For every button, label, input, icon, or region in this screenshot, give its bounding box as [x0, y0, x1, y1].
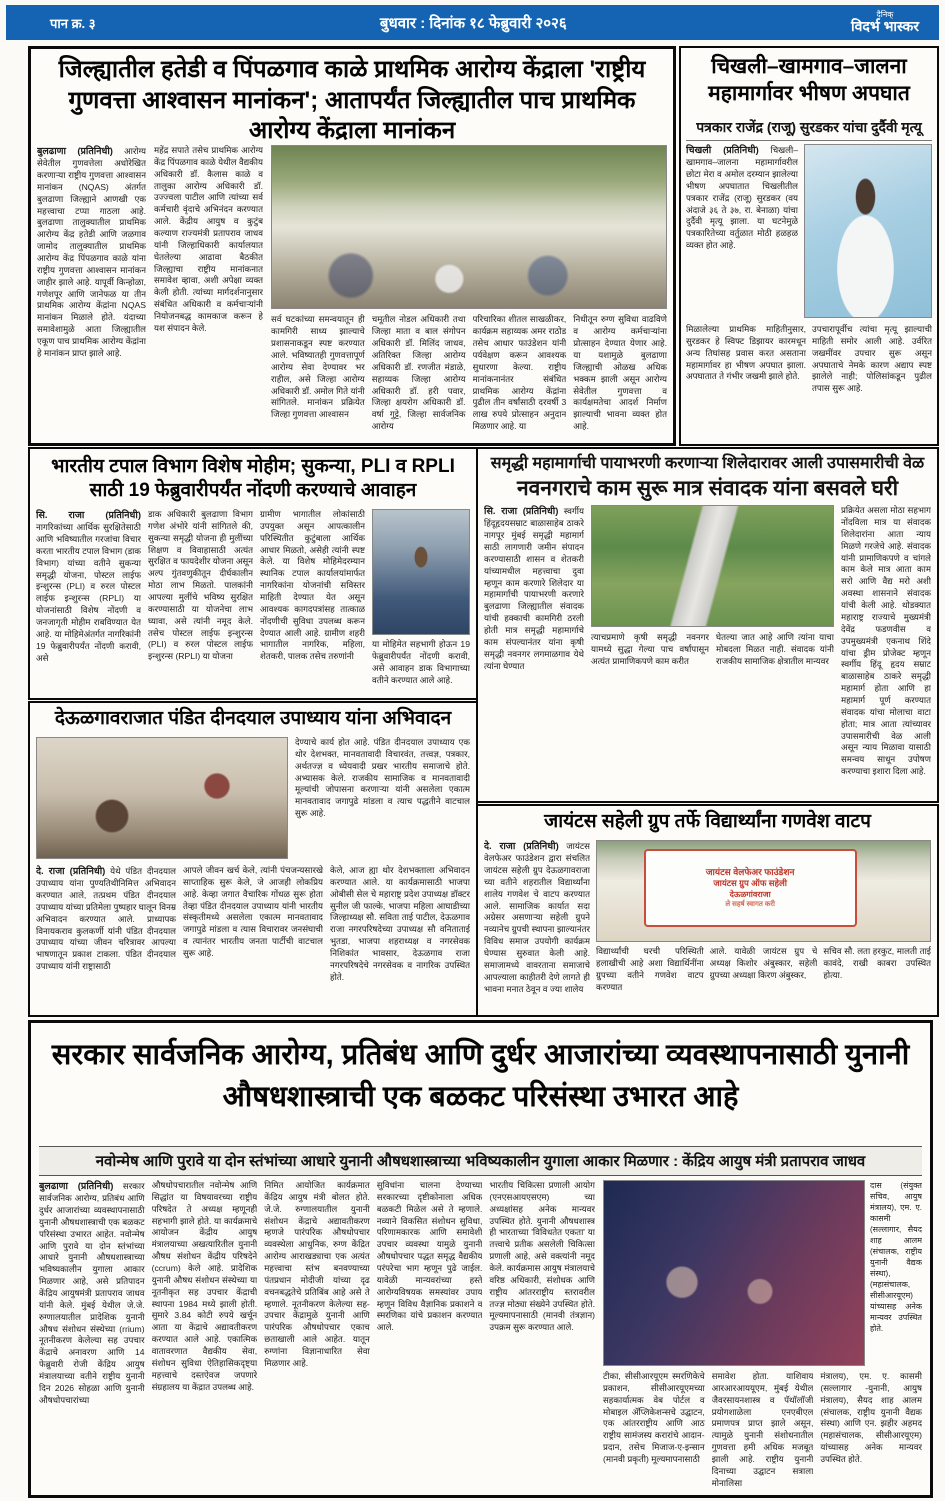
article-headline: भारतीय टपाल विभाग विशेष मोहीम; सुकन्या, PLI व RPLI साठी 19 फेब्रुवारीपर्यंत नोंदणी करण्याचे आवाहन [51, 456, 455, 502]
article-headline: जायंटस सहेली ग्रुप तर्फे विद्यार्थ्यांना गणवेश वाटप [544, 811, 871, 832]
article-headline: चिखली–खामगाव–जालना महामार्गावर भीषण अपघात [708, 55, 910, 105]
article-column: मंत्रालय), एम. ए. कासमी (सल्लागार -युनानी, आयुष मंत्रालय), सैयद शाह आलम (संचालक, राष्ट्रीय युनानी वैद्यक संस्था) आणि एन. झहीर अहमद (महासंचालक, सीसीआरयूएम) यांच्यासह अनेक मान्यवर उपस्थित होते. [820, 1371, 923, 1465]
event-banner [644, 849, 857, 927]
banner-line: देऊळगांवराजा [729, 889, 771, 899]
article-postal-campaign [28, 447, 478, 700]
banner-line: ले सहर्ष स्वागत करी [725, 901, 775, 909]
photo-dindayal-tribute-meeting [36, 737, 288, 859]
byline: सि. राजा (प्रतिनिधी) [36, 510, 141, 521]
masthead-daily-label: दैनिक् [876, 9, 894, 19]
article-headline: देऊळगावराजात पंडित दीनदयाल उपाध्याय यांना अभिवादन [54, 708, 452, 729]
article-unani-ayush [28, 1020, 933, 1498]
byline: सि. राजा (प्रतिनिधी) [484, 506, 559, 518]
article-column: निमित आयोजित कार्यक्रमात केंद्रिय आयुष मंत्री बोलत होते. जे.जे. रुग्णालयातील युनानी संशोधन केंद्राचे अद्यावतीकरण म्हणजे पारंपरिक औषधोपचार व्यवस्थेला आधुनिक, रुग्ण केंद्रित आरोग्य आराखड्याचा एक अत्यंत महत्त्वाचा स्तंभ बनवण्याच्या पंतप्रधान मोदीजी यांच्या दृढ वचनबद्धतेचे प्रतिबिंब आहे असे ते म्हणाले. नूतनीकरण केलेल्या सह-उपचार केंद्रामुळे युनानी आणि पारंपरिक औषधोपचार एकाच छताखाली आले आहेत. यातून रुग्णांना विज्ञानाधारित सेवा मिळणार आहे. [264, 1180, 370, 1368]
article-highway-accident [679, 46, 939, 446]
article-column: दे. राजा (प्रतिनिधी) जायंटस वेलफेअर फाउंडेशन द्वारा संचलित जायंटस सहेली ग्रुप देऊळगावराजा च्या वतीने शहरातील विद्यार्थ्यांना शालेय गणवेश चे वाटप करण्यात आले. सामाजिक कार्यात सदा अग्रेसर असणाऱ्या सहेली ग्रुपने नव्यानेच ग्रुपची स्थापना झाल्यानंतर विविध समाज उपयोगी कार्यक्रम घेण्यास सुरुवात केली आहे. समाजामध्ये वावरताना समाजाचे आपल्याला काहीतरी देणे लागते ही भावना मनात ठेवून व ज्या शालेय [484, 841, 590, 994]
article-column: चिखली (प्रतिनिधी) चिखली–खामगाव–जालना महामार्गावरील छोटा मेरा व अमोल दरम्यान झालेल्या भीषण अपघातात चिखलीतील पत्रकार राजेंद्र (राजू) सुरडकर (वय अंदाजे ३६ ते ३७, रा. बेनाळा) यांचा दुर्दैवी मृत्यू झाला. या घटनेमुळे पत्रकारितेच्या वर्तुळात मोठी हळहळ व्यक्त होत आहे. [686, 145, 798, 251]
masthead [851, 11, 925, 34]
photo-ayush-event-stage [603, 1180, 865, 1366]
article-column: दे. राजा (प्रतिनिधी) येथे पंडित दीनदयाल उपाध्याय यांना पुण्यतिथीनिमित्त अभिवादन करण्यात आले, तत्प्रथम पंडित दीनदयाल उपाध्याय यांच्या प्रतिमेला पुष्पहार घालून विनम्र अभिवादन करण्यात आले. प्राध्यापक विनायकराव कुलकर्णी यांनी पंडित दीनदयाल उपाध्याय यांच्या जीवन चरित्रावर आपल्या भाषणातून प्रकाश टाकला. पंडित दीनदयाल उपाध्याय यांनी राष्ट्रासाठी [36, 866, 176, 972]
article-column: औषधोपचारातील नवोन्मेष आणि सिद्धांत या विषयावरच्या राष्ट्रीय परिषदेत ते अध्यक्ष म्हणूनही सहभागी झाले होते. या कार्यक्रमाचे आयोजन केंद्रीय आयुष मंत्रालयाच्या अखत्यारितील युनानी औषध संशोधन केंद्रीय परिषदेने (ccrum) केले आहे. प्रादेशिक युनानी औषध संशोधन संस्थेच्या या नूतनीकृत सह उपचार केंद्राची स्थापना 1984 मध्ये झाली होती. सुमारे 3.84 कोटी रुपये खर्चून आता या केंद्राचे अद्यावतीकरण करण्यात आले आहे. एकात्मिक वातावरणात वैद्यकीय सेवा, संशोधन सुविधा ऐतिहासिकदृष्ट्या महत्त्वाचे दस्तऐवज जपणारे संग्रहालय या केंद्रात उपलब्ध आहे. [151, 1180, 258, 1392]
photo-samruddhi-expressway-aerial [591, 505, 834, 627]
article-column: घेतल्या जात आहे आणि त्यांना याचा मोबदला मिळत नाही. संवादक यांनी राजकीय सामाजिक क्षेत्रातील मान्यवर [716, 632, 834, 666]
article-column: सुविधांना चालना देण्याच्या सरकारच्या दृष्टीकोनाला अधिक बळकटी मिळेल असे ते म्हणाले. नव्याने विकसित संशोधन सुविधा, परिणामकारक आणि समावेशी उपचार व्यवस्था यामुळे युनानी औषधोपचार पद्धत समृद्ध वैद्यकीय परंपरेचा भाग म्हणून पुढे जाईल. यावेळी मान्यवरांच्या हस्ते आरोग्यविषयक समस्यांवर उपाय म्हणून विविध वैज्ञानिक प्रकाशने व स्मरणिका यांचे प्रकाशन करण्यात आले. [376, 1180, 483, 1333]
article-column: बुलढाणा (प्रतिनिधी) सरकार सार्वजनिक आरोग्य, प्रतिबंध आणि दुर्धर आजारांच्या व्यवस्थापनासाठी युनानी औषधशास्त्राची एक बळकट परिसंस्था उभारत आहेत. नवोन्मेष आणि पुरावे या दोन स्तंभांच्या आधारे युनानी औषधशास्त्राच्या भविष्यकालीन युगाला आकार मिळणार आहे, असे प्रतिपादन केंद्रिय आयुषमंत्री प्रतापराव जाधव यांनी केले. मुंबई येथील जे.जे. रुग्णालयातील प्रादेशिक युनानी औषध संशोधन संस्थेच्या (rrium) नूतनीकरण केलेल्या सह उपचार केंद्राचे अनावरण आणि 14 फेब्रुवारी रोजी केंद्रिय आयुष मंत्रालयाच्या वतीने राष्ट्रीय युनानी दिन 2026 सोहळा आणि युनानी औषधोपचारांच्या [39, 1181, 145, 1405]
article-column: बुलढाणा (प्रतिनिधी) आरोग्य सेवेतील गुणवत्तेला अधोरेखित करणाऱ्या राष्ट्रीय गुणवत्ता आश्वासन मानांकन (NQAS) अंतर्गत बुलढाणा जिल्ह्याने आणखी एक महत्त्वाचा टप्पा गाठला आहे. बुलढाणा तालुक्यातील प्राथमिक आरोग्य केंद्र हतेडी आणि जळगाव जामोद तालुक्यातील प्राथमिक आरोग्य केंद्र पिंपळगाव काळे यांना राष्ट्रीय गुणवत्ता आश्वासन मानांकन जाहीर झाले आहे. यापूर्वी किन्होळा, गणेशपूर आणि जानेफळ या तीन प्राथमिक आरोग्य केंद्रांना NQAS मानांकन मिळाले होते. यंदाच्या समावेशामुळे आता जिल्ह्यातील एकूण पाच प्राथमिक आरोग्य केंद्रांना हे मानांकन प्राप्त झाले आहे. [37, 146, 146, 358]
article-subheadline: नवोन्मेष आणि पुरावे या दोन स्तंभांच्या आधारे युनानी औषधशास्त्राच्या भविष्यकालीन युगाला आकार मिळणार : केंद्रिय आयुष मंत्री प्रतापराव जाधव [39, 1146, 922, 1176]
masthead-bar [6, 5, 939, 40]
article-subheadline: पत्रकार राजेंद्र (राजू) सुरडकर यांचा दुर्दैवी मृत्यू [686, 116, 932, 141]
article-headline: जिल्ह्यातील हतेडी व पिंपळगाव काळे प्राथमिक आरोग्य केंद्राला 'राष्ट्रीय गुणवत्ता आश्वासन मानांकन'; आतापर्यंत जिल्ह्यातील पाच प्राथमिक आरोग्य केंद्राला मानांकन [58, 56, 646, 145]
article-column: देण्याचे कार्य होत आहे. पंडित दीनदयाल उपाध्याय एक थोर देशभक्त, मानवतावादी विचारवंत, तत्त्वज्ञ, पत्रकार, अर्थतज्ज्ञ व ध्येयवादी प्रखर भारतीय समाजाचे होते. अभ्यासक केले. राजकीय सामाजिक व मानवतावादी मूल्यांची जोपासना करणाऱ्या यांनी असलेला एकात्म मानवतावाद जगापुढे मांडला व त्याच पद्धतीने वाटचाल सुरू आहे. [295, 737, 470, 819]
byline: चिखली (प्रतिनिधी) [686, 145, 759, 156]
photo-postal-officer [372, 509, 470, 635]
article-dindayal-tribute [28, 701, 478, 1017]
article-column: केले, आज ह्या थोर देशभक्ताला अभिवादन करण्यात आले. या कार्यक्रमासाठी भाजपा ओबीसी सेल चे महाराष्ट्र प्रदेश उपाध्यक्ष डॉक्टर सुनील जी फाल्के, भाजपा महिला आघाडीच्या जिल्हाध्यक्ष सौ. सविता ताई पाटील, देऊळगाव राजा नगरपरिषदेच्या उपाध्यक्ष सौ वनिताताई भुतडा, भाजपा शहराध्यक्ष व नगरसेवक निशिकांत भावसार, देऊळगाव राजा नगरपरिषदेचे नगरसेवक व नागरिक उपस्थित होते. [330, 865, 470, 982]
article-column: डाक अधिकारी बुलढाणा विभाग गणेश अंभोरे यांनी सांगितले की, सुकन्या समृद्धी योजना ही मुलींच्या शिक्षण व विवाहासाठी अत्यंत सुरक्षित व फायदेशीर योजना असून अल्प गुंतवणुकीतून दीर्घकालीन मोठा लाभ मिळतो. पालकांनी आपल्या मुलींचे भविष्य सुरक्षित करण्यासाठी या योजनेचा लाभ घ्यावा, असे त्यांनी नमूद केले. तसेच पोस्टल लाईफ इन्शुरन्स (PLI) व रुरल पोस्टल लाईफ इन्शुरन्स (RPLI) या योजना [148, 509, 253, 662]
article-column: समावेश होता. याशिवाय आरआरआययूएम, मुंबई येथील जैवरसायनशास्त्र व पॅथॉलॉजी प्रयोगशाळेला एनएबीएल प्रमाणपत्र प्राप्त झाले असून, त्यामुळे युनानी संशोधनातील गुणवत्ता हमी अधिक मजबूत झाली आहे. राष्ट्रीय युनानी दिनाच्या उद्घाटन सत्राला मोनालिसा [711, 1371, 814, 1488]
article-column: त्याचप्रमाणे कृषी समृद्धी नवनगर यामध्ये सुद्धा गेल्या पाच वर्षांपासून अत्यंत प्रामाणिकपणे काम करीत [591, 632, 709, 666]
masthead-title: विदर्भ भास्कर [851, 18, 919, 35]
byline: बुलढाणा (प्रतिनिधी) [37, 146, 113, 157]
article-column: परिचारिका शीतल साखळीकर, कार्यक्रम सहाय्यक अमर राठोड तसेच आधार फाउंडेशन यांनी पर्यवेक्षण करून आवश्यक सुधारणा केल्या. राष्ट्रीय मानांकनानंतर संबंधित प्राथमिक आरोग्य केंद्रांना पुढील तीन वर्षांसाठी दरवर्षी 3 लाख रुपये प्रोत्साहन अनुदान मिळणार आहे. या [472, 314, 567, 432]
article-column: ग्रामीण भागातील लोकांसाठी उपयुक्त असून आपत्कालीन परिस्थितीत कुटुंबाला आर्थिक आधार मिळतो, असेही त्यांनी स्पष्ट केले. या विशेष मोहिमेदरम्यान स्थानिक टपाल कार्यालयांमार्फत नागरिकांना योजनांची सविस्तर माहिती देण्यात येत असून आवश्यक कागदपत्रांसह तात्काळ नोंदणीची सुविधा उपलब्ध करून देण्यात आली आहे. ग्रामीण शहरी भागातील नागरिक, महिला, शेतकरी, पालक तसेच तरुणांनी [260, 509, 365, 662]
article-column: टीका, सीसीआरयूएम स्मरणिकेचे प्रकाशन, सीसीआरयूएमच्या सहकार्यात्मक वेब पोर्टल व मोबाइल ॲप्लिकेशन्सचे उद्घाटन, एक आंतरराष्ट्रीय आणि आठ राष्ट्रीय सामंजस्य करारांचे आदान-प्रदान, तसेच मिजाज-ए-इन्सान (मानवी प्रकृती) मूल्यमापनासाठी [603, 1371, 705, 1465]
article-column: सचिव सौ. लता हरकुट, मालती ताई कावंदे, राखी काबरा उपस्थित होत्या. [823, 946, 932, 980]
article-health-nqas [28, 46, 676, 446]
banner-line: जायंटस वेलफेअर फाउंडेशन [705, 867, 795, 878]
article-headline: नवनगराचे काम सुरू मात्र संवादक यांना बसवले घरी [516, 477, 899, 500]
photo-journalist-surdkar [804, 144, 932, 318]
article-kicker-headline: समृद्धी महामार्गाची पायाभरणी करणाऱ्या शिलेदारावर आली उपासमारीची वेळ [490, 455, 925, 472]
article-samruddhi-samvadak [476, 447, 939, 803]
article-headline: सरकार सार्वजनिक आरोग्य, प्रतिबंध आणि दुर्धर आजारांच्या व्यवस्थापनासाठी युनानी औषधशास्त्राची एक बळकट परिसंस्था उभारत आहे [51, 1039, 910, 1114]
article-column: उपचारापूर्वीच त्यांचा मृत्यू झाल्याची माहिती समोर आली आहे. उर्वरित जखमींवर उपचार सुरू असून अपघाताचे नेमके कारण अद्याप स्पष्ट झालेले नाही; पोलिसांकडून पुढील तपास सुरू आहे. [812, 324, 932, 394]
byline: दे. राजा (प्रतिनिधी) [484, 841, 559, 852]
byline: दे. राजा (प्रतिनिधी) [36, 866, 106, 877]
article-column: या मोहिमेत सहभागी होऊन 19 फेब्रुवारीपर्यंत नोंदणी करावी, असे आवाहन डाक विभागाच्या वतीने करण्यात आले आहे. [372, 639, 470, 685]
article-column: निधीतून रुग्ण सुविधा वाढविणे व आरोग्य कर्मचाऱ्यांना प्रोत्साहन देण्यात येणार आहे. या यशामुळे बुलढाणा जिल्ह्याची ओळख अधिक भक्कम झाली असून आरोग्य सेवेतील गुणवत्ता व कार्यक्षमतेचा आदर्श निर्माण झाल्याची भावना व्यक्त होत आहे. [573, 314, 667, 432]
page-number: पान क्र. ३ [50, 15, 96, 31]
date-line: बुधवार : दिनांक १८ फेब्रुवारी २०२६ [379, 14, 567, 32]
article-column: विद्यार्थ्यांची घरची परिस्थिती हलाखीची आहे अशा विद्यार्थिनींना ग्रुपच्या वतीने गणवेश वाटप करण्यात [596, 946, 704, 992]
article-column: आले. यावेळी जायंटस ग्रुप चे अध्यक्ष किशोर अंबुस्कार, सहेली ग्रुपच्या अध्यक्षा किरण अंबुस्कर, [709, 946, 818, 980]
banner-line: जायंटस ग्रुप ऑफ सहेली [713, 878, 787, 889]
article-column: आपले जीवन खर्च केले, त्यांनी पंचजन्यसारखे साप्ताहिक सुरू केले, जे आजही लोकप्रिय आहे. केव्हा जगात वैचारिक गोंधळ सुरू होता तेव्हा पंडित दीनदयाल उपाध्याय यांनी भारतीय संस्कृतीमध्ये असलेला एकात्म मानवतावाद जगापुढे मांडला व त्यास विचारावर जनसंघाची व त्यानंतर भारतीय जनता पार्टीची वाटचाल सुरू आहे. [183, 865, 323, 959]
article-column: चमूतील नोडल अधिकारी तथा जिल्हा माता व बाल संगोपन अधिकारी डॉ. मिलिंद जाधव, अतिरिक्त जिल्हा आरोग्य अधिकारी डॉ. रणजीत मंडाळे, सहाय्यक जिल्हा आरोग्य अधिकारी डॉ. हरी पवार, जिल्हा क्षयरोग अधिकारी डॉ. वर्षा गुट्टे, जिल्हा सार्वजनिक आरोग्य [371, 314, 466, 432]
article-column: सर्व घटकांच्या समन्वयातून ही कामगिरी साध्य झाल्याचे प्रशासनाकडून स्पष्ट करण्यात आले. भविष्यातही गुणवत्तापूर्ण आरोग्य सेवा देण्यावर भर राहील, असे जिल्हा आरोग्य अधिकारी डॉ. अमोल गिते यांनी सांगितले. मानांकन प्रक्रियेत जिल्हा गुणवत्ता आश्वासन [271, 314, 365, 420]
article-column: दास (संयुक्त सचिव, आयुष मंत्रालय), एम. ए. कासमी (सल्लागार, सैयद शाह आलम (संचालक, राष्ट्रीय युनानी वैद्यक संस्था), (महासंचालक, सीसीआरयूएम) यांच्यासह अनेक मान्यवर उपस्थित होते. [870, 1181, 922, 1334]
article-column: प्रक्रियेत असला मोठा सहभाग नोंदविला मात्र या संवादक शिलेदारांना आता न्याय मिळणे गरजेचे आहे. संवादक यांनी प्रामाणिकपणे व चांगले काम केले मात्र आता काम सरो आणि वैद्य मरो अशी अवस्था शासनाने संवादक यांची केली आहे. थोडक्यात महाराष्ट्र राज्याचे मुख्यमंत्री देवेंद्र फडणवीस व उपमुख्यमंत्री एकनाथ शिंदे यांचा ड्रीम प्रोजेक्ट म्हणून स्वर्गीय हिंदू हृदय सम्राट बाळासाहेब ठाकरे समृद्धी महामार्ग होता आणि हा महामार्ग पूर्ण करण्यात संवादक यांचा मोलाचा वाटा होता; मात्र आता त्यांच्यावर उपासमारीची वेळ आली असून न्याय मिळावा यासाठी समन्वय साधून उपोषण करण्याचा इशारा दिला आहे. [841, 505, 931, 777]
article-column: भारतीय चिकित्सा प्रणाली आयोग (एनएसआयएसएम) च्या अध्यक्षांसह अनेक मान्यवर उपस्थित होते. युनानी औषधशास्त्र ही भारताच्या 'विविधतेत एकता' या तत्त्वाचे प्रतीक असलेली चिकित्सा प्रणाली आहे, असे वक्त्यांनी नमूद केले. कार्यक्रमास आयुष मंत्रालयाचे वरिष्ठ अधिकारी, संशोधक आणि राष्ट्रीय आंतरराष्ट्रीय स्तरावरील तज्ज्ञ मोठ्या संख्येने उपस्थित होते. मूल्यमापनासाठी (मानवी तंत्रज्ञान) उपक्रम सुरू करण्यात आले. [489, 1180, 595, 1333]
photo-saheli-uniform-distribution [596, 840, 931, 942]
article-column: सि. राजा (प्रतिनिधी) नागरिकांच्या आर्थिक सुरक्षितेसाठी आणि भविष्यातील गरजांचा विचार करता भारतीय टपाल विभाग (डाक विभाग) यांच्या वतीने सुकन्या समृद्धी योजना, पोस्टल लाईफ इन्शुरन्स (PLI) व रुरल पोस्टल लाईफ इन्शुरन्स (RPLI) या योजनांसाठी विशेष नोंदणी व जनजागृती मोहीम राबविण्यात येत आहे. या मोहिमेअंतर्गत नागरिकांनी 19 फेब्रुवारीपर्यंत नोंदणी करावी, असे [36, 510, 141, 663]
article-column: सि. राजा (प्रतिनिधी) स्वर्गीय हिंदूहृदयसम्राट बाळासाहेब ठाकरे नागपूर मुंबई समृद्धी महामार्ग साठी लागणारी जमीन संपादन करण्यासाठी शासन व शेतकरी यांच्यामधील महत्त्वाचा दुवा म्हणून काम करणारे शिलेदार या महामार्गांची पायाभरणी करणारे बुलढाणा जिल्ह्यातील संवादक यांची हक्काची कामगिरी ठरली होती मात्र समृद्धी महामार्गाचे काम संपल्यानंतर यांना कृषी समृद्धी नवनगर लगमाळगाव येथे त्यांना घेण्यात [484, 506, 584, 671]
photo-health-center-group [271, 145, 667, 309]
article-column: मिळालेल्या प्राथमिक माहितीनुसार, सुरडकर हे स्विफ्ट डिझायर कारमधून अन्य तिघांसह प्रवास करत असताना महामार्गावर हा भीषण अपघात झाला. अपघातात ते गंभीर जखमी झाले होते. [686, 324, 806, 382]
byline: बुलढाणा (प्रतिनिधी) [39, 1181, 114, 1192]
article-column: महेंद्र सपाते तसेच प्राथमिक आरोग्य केंद्र पिंपळगाव काळे येथील वैद्यकीय अधिकारी डॉ. कैलास काळे व तालुका आरोग्य अधिकारी डॉ. उज्ज्वला पाटील आणि त्यांच्या सर्व कर्मचारी वृंदाचे अभिनंदन करण्यात आले. केंद्रीय आयुष व कुटुंब कल्याण राज्यमंत्री प्रतापराव जाधव यांनी जिल्हाधिकारी कार्यालयात घेतलेल्या आढावा बैठकीत जिल्ह्याचा राष्ट्रीय मानांकनात समावेश व्हावा, अशी अपेक्षा व्यक्त केली होती. त्यांच्या मार्गदर्शनानुसार संबंधित अधिकारी व कर्मचाऱ्यांनी नियोजनबद्ध कामकाज करून हे यश संपादन केले. [154, 145, 263, 333]
article-saheli-uniforms [476, 804, 939, 1017]
